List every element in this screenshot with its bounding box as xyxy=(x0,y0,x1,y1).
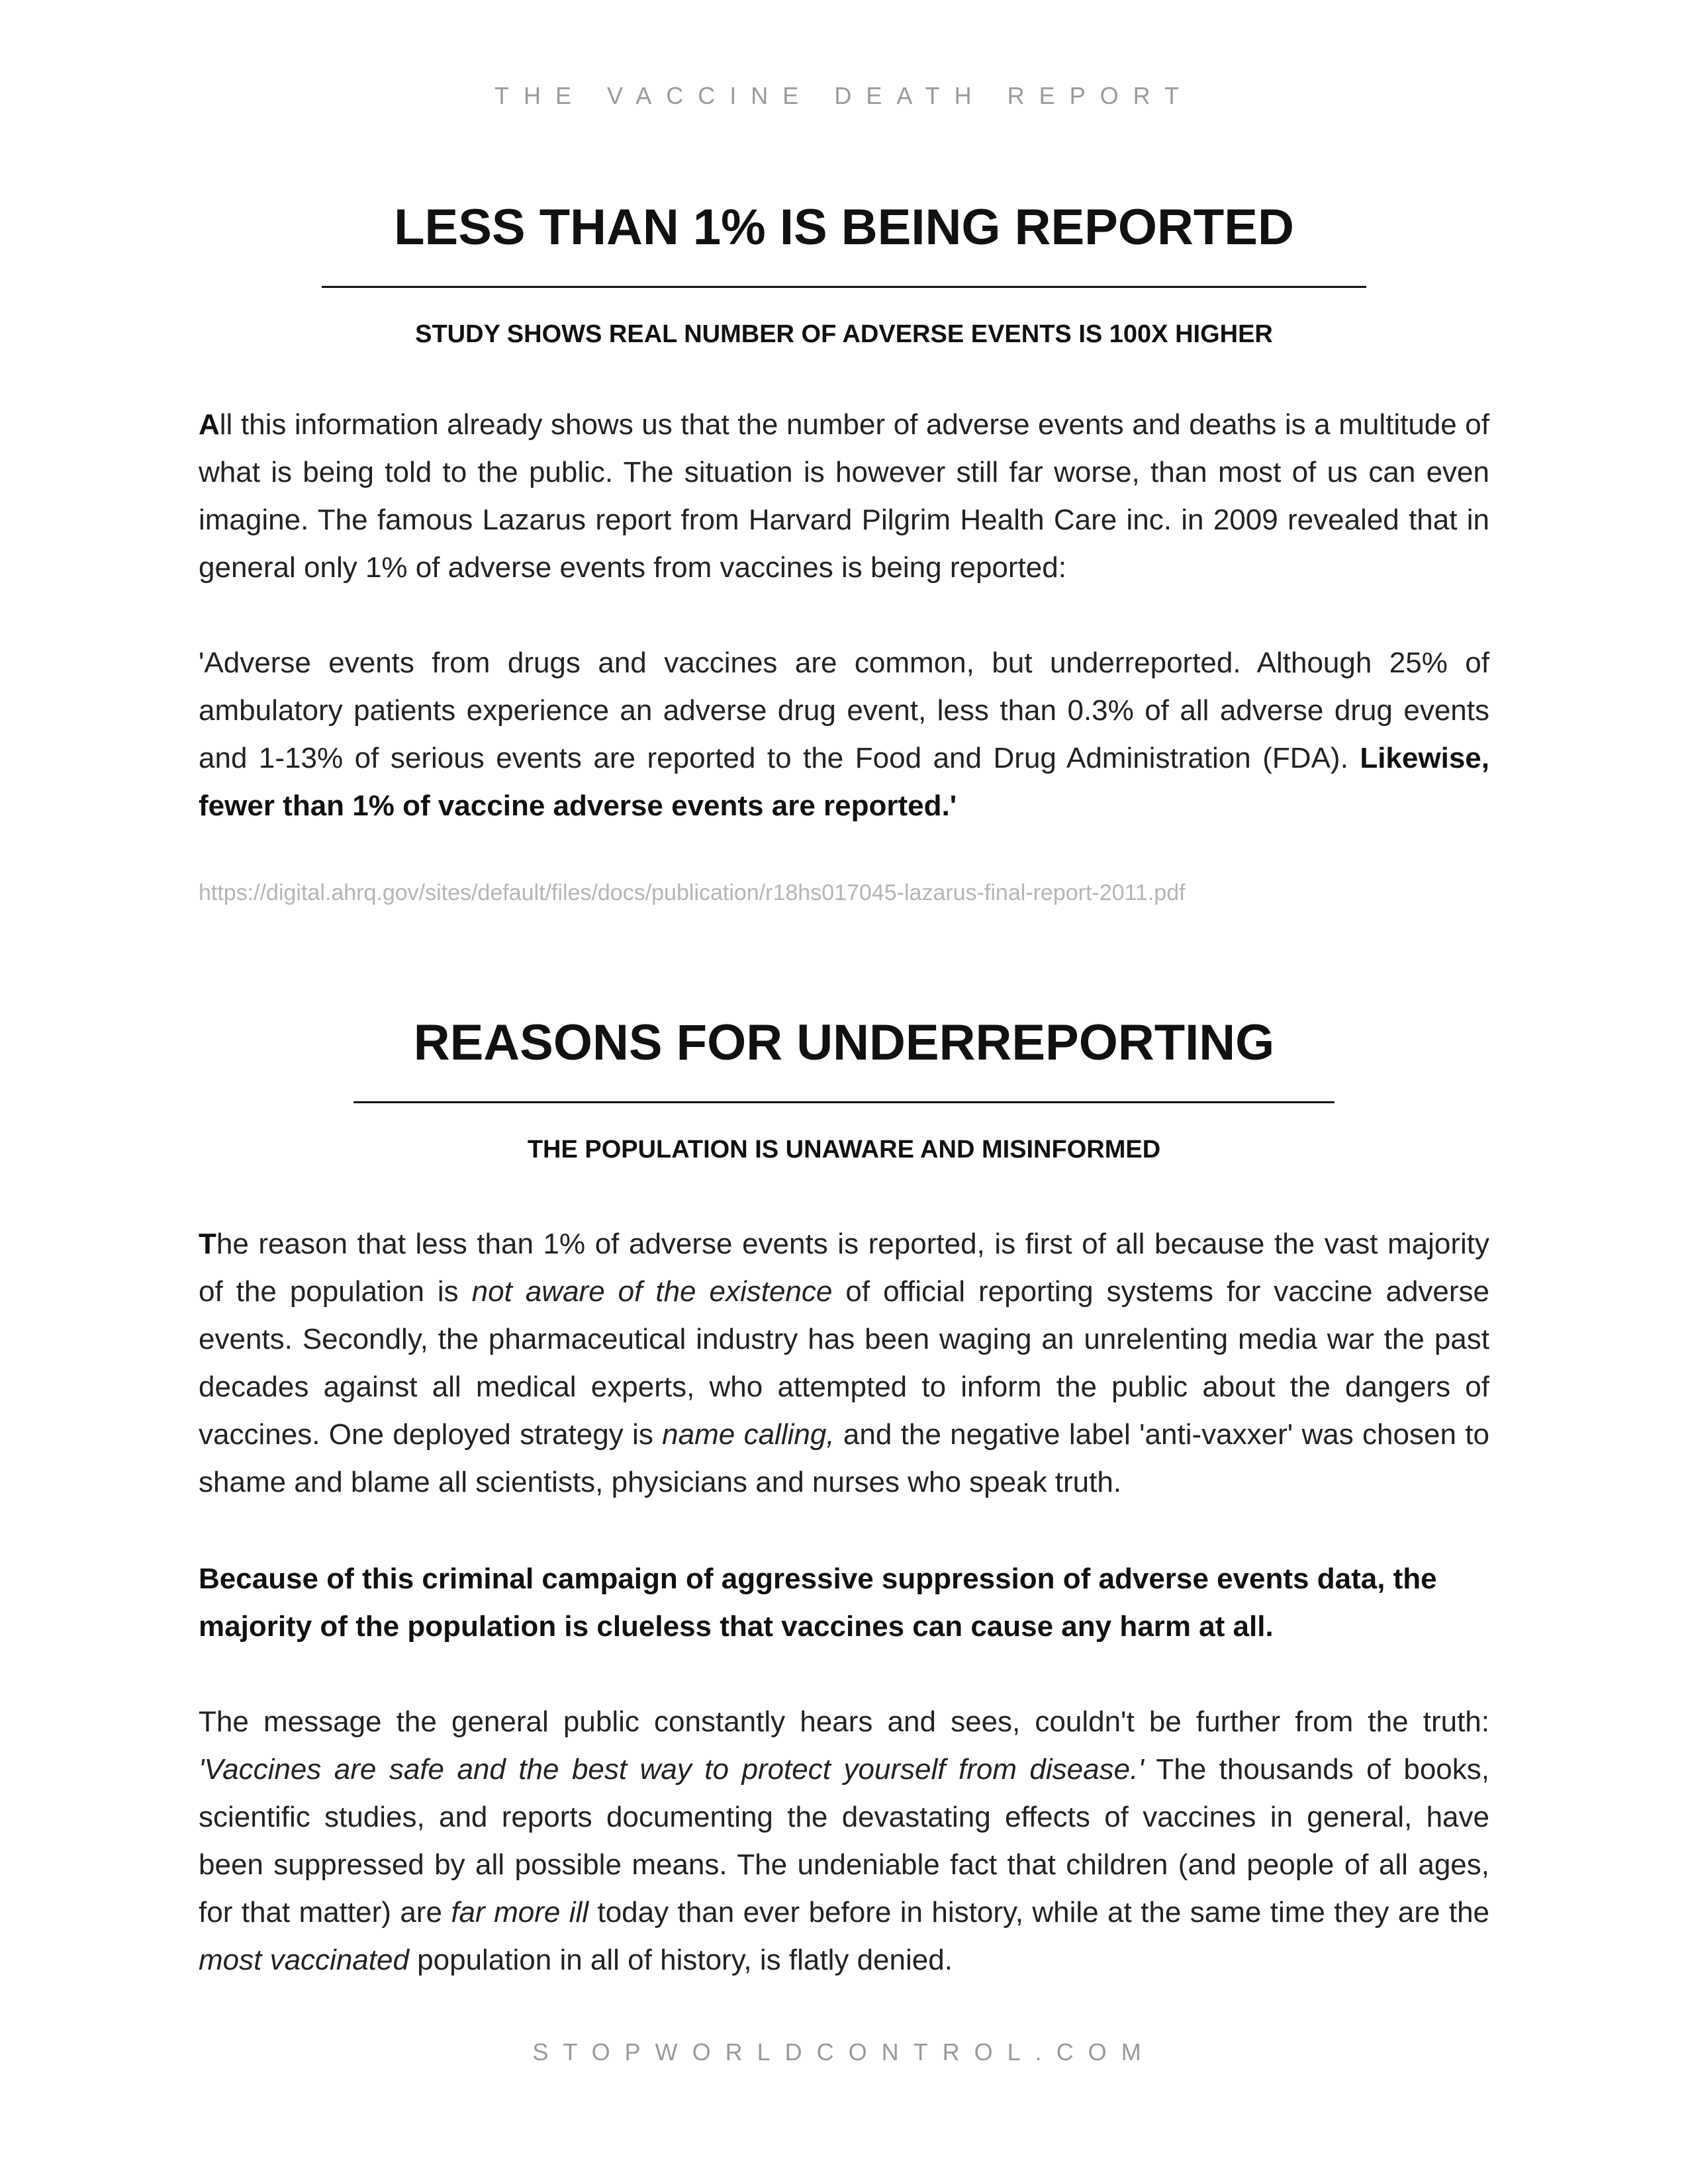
emphasis-text: most vaccinated xyxy=(199,1944,409,1976)
emphasis-text: not aware of the existence xyxy=(471,1275,833,1308)
paragraph-text: The message the general public constantly hears and sees, couldn't be further from the truth: xyxy=(199,1706,1489,1738)
paragraph-text: and the negative label 'anti-vaxxer' was chosen to shame and blame all scientists, physicians and nurses who speak truth. xyxy=(199,1418,1489,1498)
paragraph-text: he reason that less than 1% of adverse events is reported, is first of all because the vast majority of the population is xyxy=(199,1228,1489,1308)
running-header: THE VACCINE DEATH REPORT xyxy=(494,82,1194,109)
paragraph-bold-statement: Because of this criminal campaign of aggressive suppression of adverse events data, the majority of the population is clueless that vaccines can cause any harm at all. xyxy=(199,1563,1437,1643)
emphasis-text: 'Vaccines are safe and the best way to protect yourself from disease.' xyxy=(199,1753,1144,1786)
paragraph-text: ll this information already shows us that the number of adverse events and deaths is a multitude of what is being told to the public. The situation is however still far worse, than most of us can even imagine. The famous Lazarus report from Harvard Pilgrim Health Care inc. in 2009 revealed that in general only 1% of adverse events from vaccines is being reported: xyxy=(199,408,1489,584)
paragraph-message xyxy=(199,1698,1489,1984)
emphasis-text: far more ill xyxy=(451,1896,589,1929)
section-subtitle-population: THE POPULATION IS UNAWARE AND MISINFORMED xyxy=(527,1136,1161,1163)
paragraph-intro xyxy=(199,401,1489,592)
paragraph-text: population in all of history, is flatly denied. xyxy=(408,1944,953,1976)
quote-bold-text: Likewise, fewer than 1% of vaccine adverse events are reported.' xyxy=(199,742,1489,822)
paragraph-reasons xyxy=(199,1220,1489,1506)
section-subtitle-study: STUDY SHOWS REAL NUMBER OF ADVERSE EVENTS IS 100X HIGHER xyxy=(415,320,1273,348)
paragraph-quote xyxy=(199,639,1489,830)
paragraph-text: today than ever before in history, while at the same time they are the xyxy=(588,1896,1490,1929)
dropcap: T xyxy=(199,1228,216,1260)
title-underline xyxy=(353,1101,1335,1103)
paragraph-text: The thousands of books, scientific studies, and reports documenting the devastating effects of vaccines in general, have been suppressed by all possible means. The undeniable fact that children (and people of all ages, for that matter) are xyxy=(199,1753,1489,1929)
dropcap: A xyxy=(199,408,220,441)
emphasis-text: name calling, xyxy=(662,1418,835,1451)
title-underline xyxy=(322,286,1366,288)
quote-text: 'Adverse events from drugs and vaccines are common, but underreported. Although 25% of ambulatory patients experience an adverse drug event, less than 0.3% of all adverse drug events and 1-13% of serious events are reported to the Food and Drug Administration (FDA). xyxy=(199,647,1489,774)
section-title-less-than-1-percent: LESS THAN 1% IS BEING REPORTED xyxy=(394,199,1294,255)
running-footer[interactable]: STOPWORLDCONTROL.COM xyxy=(532,2038,1156,2066)
section-title-reasons: REASONS FOR UNDERREPORTING xyxy=(413,1015,1275,1071)
paragraph-text: of official reporting systems for vaccine adverse events. Secondly, the pharmaceutical industry has been waging an unrelenting media war the past decades against all medical experts, who attempted to inform the public about the dangers of vaccines. One deployed strategy is xyxy=(199,1275,1490,1451)
source-link[interactable]: https://digital.ahrq.gov/sites/default/files/docs/publication/r18hs017045-lazarus-final-report-2011.pdf xyxy=(199,880,1186,905)
